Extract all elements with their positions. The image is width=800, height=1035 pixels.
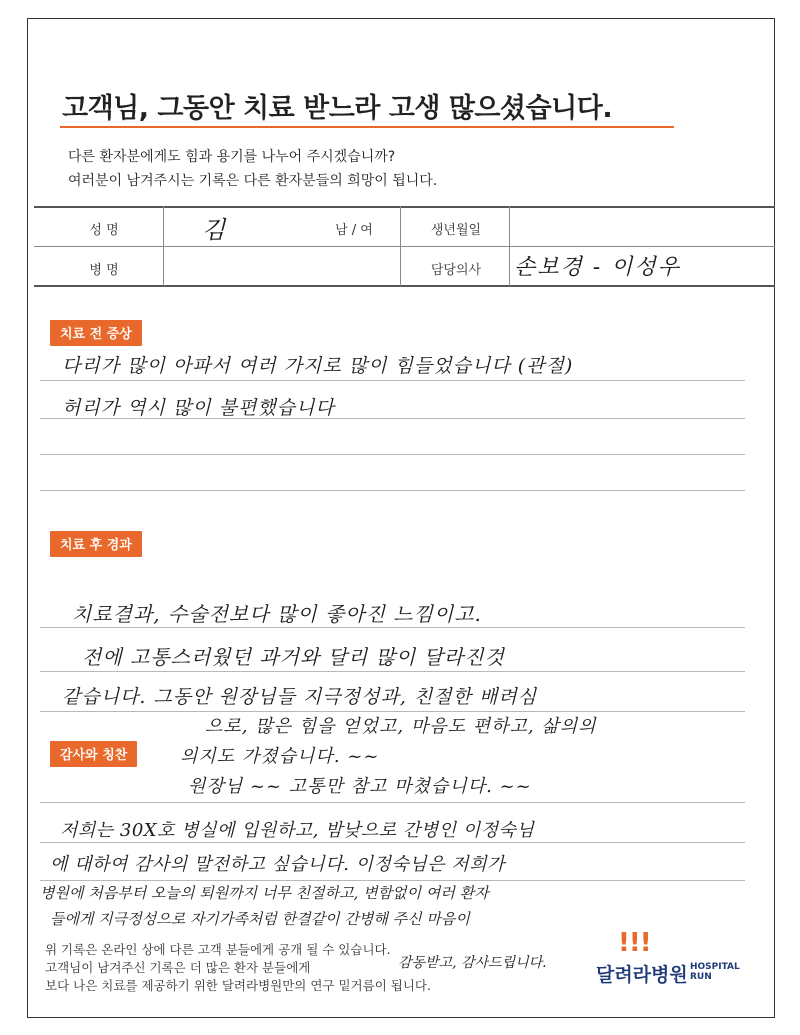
name-label: 성 명	[89, 223, 119, 238]
hospital-logo	[592, 928, 752, 994]
ruled-line	[40, 454, 745, 455]
handwritten-line: 전에 고통스러웠던 과거와 달리 많이 달라진것	[82, 645, 505, 669]
footer-line-1: 위 기록은 온라인 상에 다른 고객 분들에게 공개 될 수 있습니다.	[45, 942, 391, 957]
subtitle-line-1: 다른 환자분에게도 힘과 용기를 나누어 주시겠습니까?	[68, 149, 396, 165]
handwritten-line: 허리가 역시 많이 불편했습니다	[62, 397, 335, 419]
handwritten-line: 저희는 30X호 병실에 입원하고, 밤낮으로 간병인 이정숙님	[60, 820, 535, 841]
birth-label: 생년월일	[430, 223, 482, 238]
logo-en-line-2: RUN	[690, 972, 712, 982]
handwritten-line: 으로, 많은 힘을 얻었고, 마음도 편하고, 삶의의	[205, 716, 597, 737]
ruled-line	[40, 671, 745, 672]
section-label-before: 치료 전 증상	[50, 320, 142, 346]
logo-text: 달려라병원	[596, 964, 688, 986]
handwritten-line: 들에게 지극정성으로 자기가족처럼 한결같이 간병해 주신 마음이	[50, 910, 470, 928]
page-title: 고객님, 그동안 치료 받느라 고생 많으셨습니다.	[62, 93, 613, 124]
title-underline	[60, 126, 674, 128]
logo-mark-icon: !!!	[618, 928, 651, 958]
ruled-line	[40, 880, 745, 881]
section-label-after: 치료 후 경과	[50, 531, 142, 557]
footer-line-2: 고객님이 남겨주신 기록은 더 많은 환자 분들에게	[45, 960, 311, 975]
handwritten-line: 병원에 처음부터 오늘의 퇴원까지 너무 친절하고, 변함없이 여러 환자	[40, 884, 489, 902]
logo-en-line-1: HOSPITAL	[690, 962, 740, 972]
handwritten-line: 원장님 ~~ 고통만 참고 마쳤습니다. ~~	[188, 776, 532, 797]
ruled-line	[40, 380, 745, 381]
gender-label: 남 / 여	[335, 223, 373, 238]
ruled-line	[40, 490, 745, 491]
subtitle-line-2: 여러분이 남겨주시는 기록은 다른 환자분들의 희망이 됩니다.	[68, 173, 438, 189]
handwritten-line: 다리가 많이 아파서 여러 가지로 많이 힘들었습니다 (관절)	[62, 355, 574, 377]
patient-info-table	[34, 206, 775, 287]
footer-line-3: 보다 나은 치료를 제공하기 위한 달려라병원만의 연구 밑거름이 됩니다.	[45, 978, 431, 993]
handwritten-line: 에 대하여 감사의 말전하고 싶습니다. 이정숙님은 저희가	[50, 854, 505, 875]
section-label-thanks: 감사와 칭찬	[50, 741, 137, 767]
handwritten-line: 의지도 가졌습니다. ~~	[180, 746, 380, 767]
ruled-line	[40, 842, 745, 843]
handwritten-line: 감동받고, 감사드립니다.	[398, 955, 547, 971]
doctor-label: 담당의사	[430, 263, 482, 278]
disease-label: 병 명	[89, 263, 119, 278]
ruled-line	[40, 627, 745, 628]
handwritten-line: 같습니다. 그동안 원장님들 지극정성과, 친절한 배려심	[62, 686, 538, 708]
doctor-value: 손보경 - 이성우	[514, 255, 681, 280]
logo-english	[690, 962, 740, 982]
name-value: 김	[202, 216, 226, 244]
ruled-line	[40, 802, 745, 803]
handwritten-line: 치료결과, 수술전보다 많이 좋아진 느낌이고.	[72, 602, 482, 626]
